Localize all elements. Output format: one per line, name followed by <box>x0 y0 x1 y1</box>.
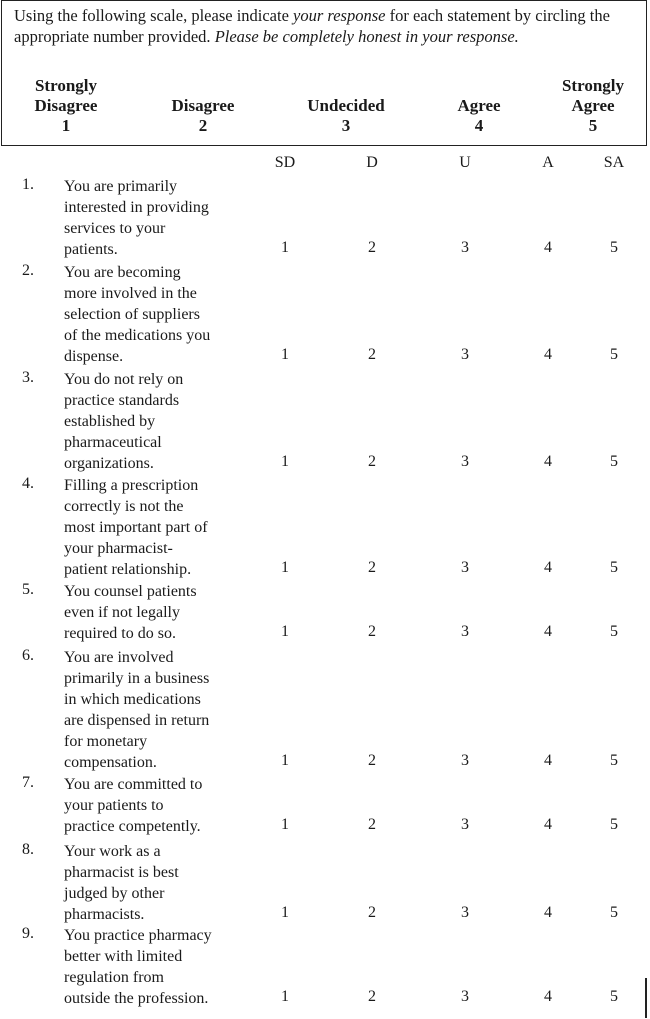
item-number: 9. <box>22 925 34 942</box>
rating-option-2[interactable]: 2 <box>368 346 376 363</box>
item-number: 4. <box>22 475 34 492</box>
rating-option-4[interactable]: 4 <box>544 559 552 576</box>
rating-option-5[interactable]: 5 <box>610 346 618 363</box>
statement-line: required to do so. <box>64 625 176 642</box>
rating-option-3[interactable]: 3 <box>461 752 469 769</box>
instructions-part-3: for each statement by circling the appropriate number provided. <box>14 6 610 46</box>
statement-line: primarily in a business <box>64 670 210 687</box>
rating-option-3[interactable]: 3 <box>461 988 469 1005</box>
scale-label-2 <box>143 96 263 136</box>
rating-option-3[interactable]: 3 <box>461 816 469 833</box>
statement-line: services to your <box>64 220 166 237</box>
item-statement <box>64 176 244 260</box>
item-number: 1. <box>22 176 34 193</box>
rating-option-5[interactable]: 5 <box>610 816 618 833</box>
rating-option-3[interactable]: 3 <box>461 346 469 363</box>
item-statement <box>64 774 244 837</box>
statement-line: compensation. <box>64 754 157 771</box>
rating-option-2[interactable]: 2 <box>368 623 376 640</box>
item-statement <box>64 475 244 580</box>
item-statement <box>64 647 244 773</box>
statement-line: You are becoming <box>64 264 181 281</box>
right-border-fragment <box>645 978 647 1018</box>
rating-option-5[interactable]: 5 <box>610 904 618 921</box>
rating-option-2[interactable]: 2 <box>368 904 376 921</box>
statement-line: practice standards <box>64 392 180 409</box>
item-number: 8. <box>22 841 34 858</box>
statement-line: better with limited <box>64 948 183 965</box>
statement-line: You are primarily <box>64 178 178 195</box>
statement-line: organizations. <box>64 455 154 472</box>
rating-option-5[interactable]: 5 <box>610 752 618 769</box>
statement-line: patient relationship. <box>64 561 192 578</box>
rating-option-1[interactable]: 1 <box>281 988 289 1005</box>
statement-line: established by <box>64 413 156 430</box>
scale-number: 5 <box>588 116 598 135</box>
statement-line: your patients to <box>64 797 164 814</box>
statement-line: Your work as a <box>64 843 161 860</box>
scale-label-text: Agree <box>457 96 501 115</box>
rating-option-1[interactable]: 1 <box>281 904 289 921</box>
rating-option-4[interactable]: 4 <box>544 816 552 833</box>
column-header-sa: SA <box>603 154 625 171</box>
scale-label-text: Strongly <box>561 76 625 95</box>
statement-line: even if not legally <box>64 604 180 621</box>
scale-label-text: Disagree <box>171 96 235 115</box>
rating-option-2[interactable]: 2 <box>368 559 376 576</box>
instructions-part-1: Using the following scale, please indicate <box>14 6 294 25</box>
statement-line: Filling a prescription <box>64 477 199 494</box>
item-statement <box>64 841 244 925</box>
scale-label-1 <box>6 76 126 136</box>
statement-line: pharmacists. <box>64 906 145 923</box>
statement-line: You practice pharmacy <box>64 927 212 944</box>
rating-option-5[interactable]: 5 <box>610 559 618 576</box>
rating-option-1[interactable]: 1 <box>281 816 289 833</box>
rating-option-1[interactable]: 1 <box>281 346 289 363</box>
rating-option-1[interactable]: 1 <box>281 559 289 576</box>
scale-label-5 <box>533 76 650 136</box>
statement-line: patients. <box>64 241 118 258</box>
scale-number: 4 <box>474 116 484 135</box>
item-number: 7. <box>22 774 34 791</box>
statement-line: are dispensed in return <box>64 712 210 729</box>
statement-line: your pharmacist- <box>64 540 173 557</box>
item-statement <box>64 262 244 367</box>
rating-option-3[interactable]: 3 <box>461 239 469 256</box>
rating-option-5[interactable]: 5 <box>610 453 618 470</box>
column-header-sd: SD <box>274 154 296 171</box>
rating-option-4[interactable]: 4 <box>544 904 552 921</box>
instructions-emphasis-2: Please be completely honest in your response. <box>214 27 519 46</box>
statement-line: You counsel patients <box>64 583 197 600</box>
statement-line: dispense. <box>64 348 124 365</box>
rating-option-2[interactable]: 2 <box>368 239 376 256</box>
scale-number: 2 <box>198 116 208 135</box>
scale-label-3 <box>286 96 406 136</box>
scale-number: 3 <box>341 116 351 135</box>
rating-option-4[interactable]: 4 <box>544 988 552 1005</box>
statement-line: regulation from <box>64 969 164 986</box>
instructions-text <box>14 5 614 47</box>
statement-line: of the medications you <box>64 327 211 344</box>
rating-option-5[interactable]: 5 <box>610 239 618 256</box>
rating-option-5[interactable]: 5 <box>610 988 618 1005</box>
statement-line: practice competently. <box>64 818 201 835</box>
statement-line: You are involved <box>64 649 174 666</box>
rating-option-4[interactable]: 4 <box>544 623 552 640</box>
rating-option-2[interactable]: 2 <box>368 453 376 470</box>
rating-option-4[interactable]: 4 <box>544 239 552 256</box>
item-number: 2. <box>22 262 34 279</box>
item-number: 5. <box>22 581 34 598</box>
statement-line: outside the profession. <box>64 990 209 1007</box>
item-number: 3. <box>22 369 34 386</box>
scale-label-text: Undecided <box>307 96 385 115</box>
item-statement <box>64 581 244 644</box>
statement-line: selection of suppliers <box>64 306 200 323</box>
statement-line: interested in providing <box>64 199 209 216</box>
rating-option-2[interactable]: 2 <box>368 816 376 833</box>
statement-line: most important part of <box>64 519 208 536</box>
rating-option-4[interactable]: 4 <box>544 453 552 470</box>
rating-option-3[interactable]: 3 <box>461 904 469 921</box>
rating-option-4[interactable]: 4 <box>544 346 552 363</box>
rating-option-3[interactable]: 3 <box>461 559 469 576</box>
scale-number: 1 <box>61 116 71 135</box>
statement-line: pharmaceutical <box>64 434 162 451</box>
item-statement <box>64 925 244 1009</box>
scale-label-text: Disagree <box>34 96 98 115</box>
statement-line: in which medications <box>64 691 201 708</box>
column-header-u: U <box>459 154 471 171</box>
column-header-d: D <box>366 154 378 171</box>
scale-label-text: Agree <box>571 96 615 115</box>
statement-line: You do not rely on <box>64 371 184 388</box>
column-header-a: A <box>542 154 554 171</box>
statement-line: correctly is not the <box>64 498 184 515</box>
rating-option-1[interactable]: 1 <box>281 752 289 769</box>
rating-option-3[interactable]: 3 <box>461 453 469 470</box>
rating-option-1[interactable]: 1 <box>281 239 289 256</box>
rating-option-3[interactable]: 3 <box>461 623 469 640</box>
scale-label-text: Strongly <box>34 76 98 95</box>
rating-option-1[interactable]: 1 <box>281 623 289 640</box>
statement-line: for monetary <box>64 733 148 750</box>
statement-line: pharmacist is best <box>64 864 179 881</box>
item-number: 6. <box>22 647 34 664</box>
rating-option-5[interactable]: 5 <box>610 623 618 640</box>
rating-option-4[interactable]: 4 <box>544 752 552 769</box>
statement-line: more involved in the <box>64 285 197 302</box>
rating-option-2[interactable]: 2 <box>368 988 376 1005</box>
item-statement <box>64 369 244 474</box>
instructions-emphasis-1: your response <box>293 6 386 25</box>
rating-option-1[interactable]: 1 <box>281 453 289 470</box>
rating-option-2[interactable]: 2 <box>368 752 376 769</box>
statement-line: You are committed to <box>64 776 203 793</box>
statement-line: judged by other <box>64 885 165 902</box>
scale-label-4 <box>419 96 539 136</box>
